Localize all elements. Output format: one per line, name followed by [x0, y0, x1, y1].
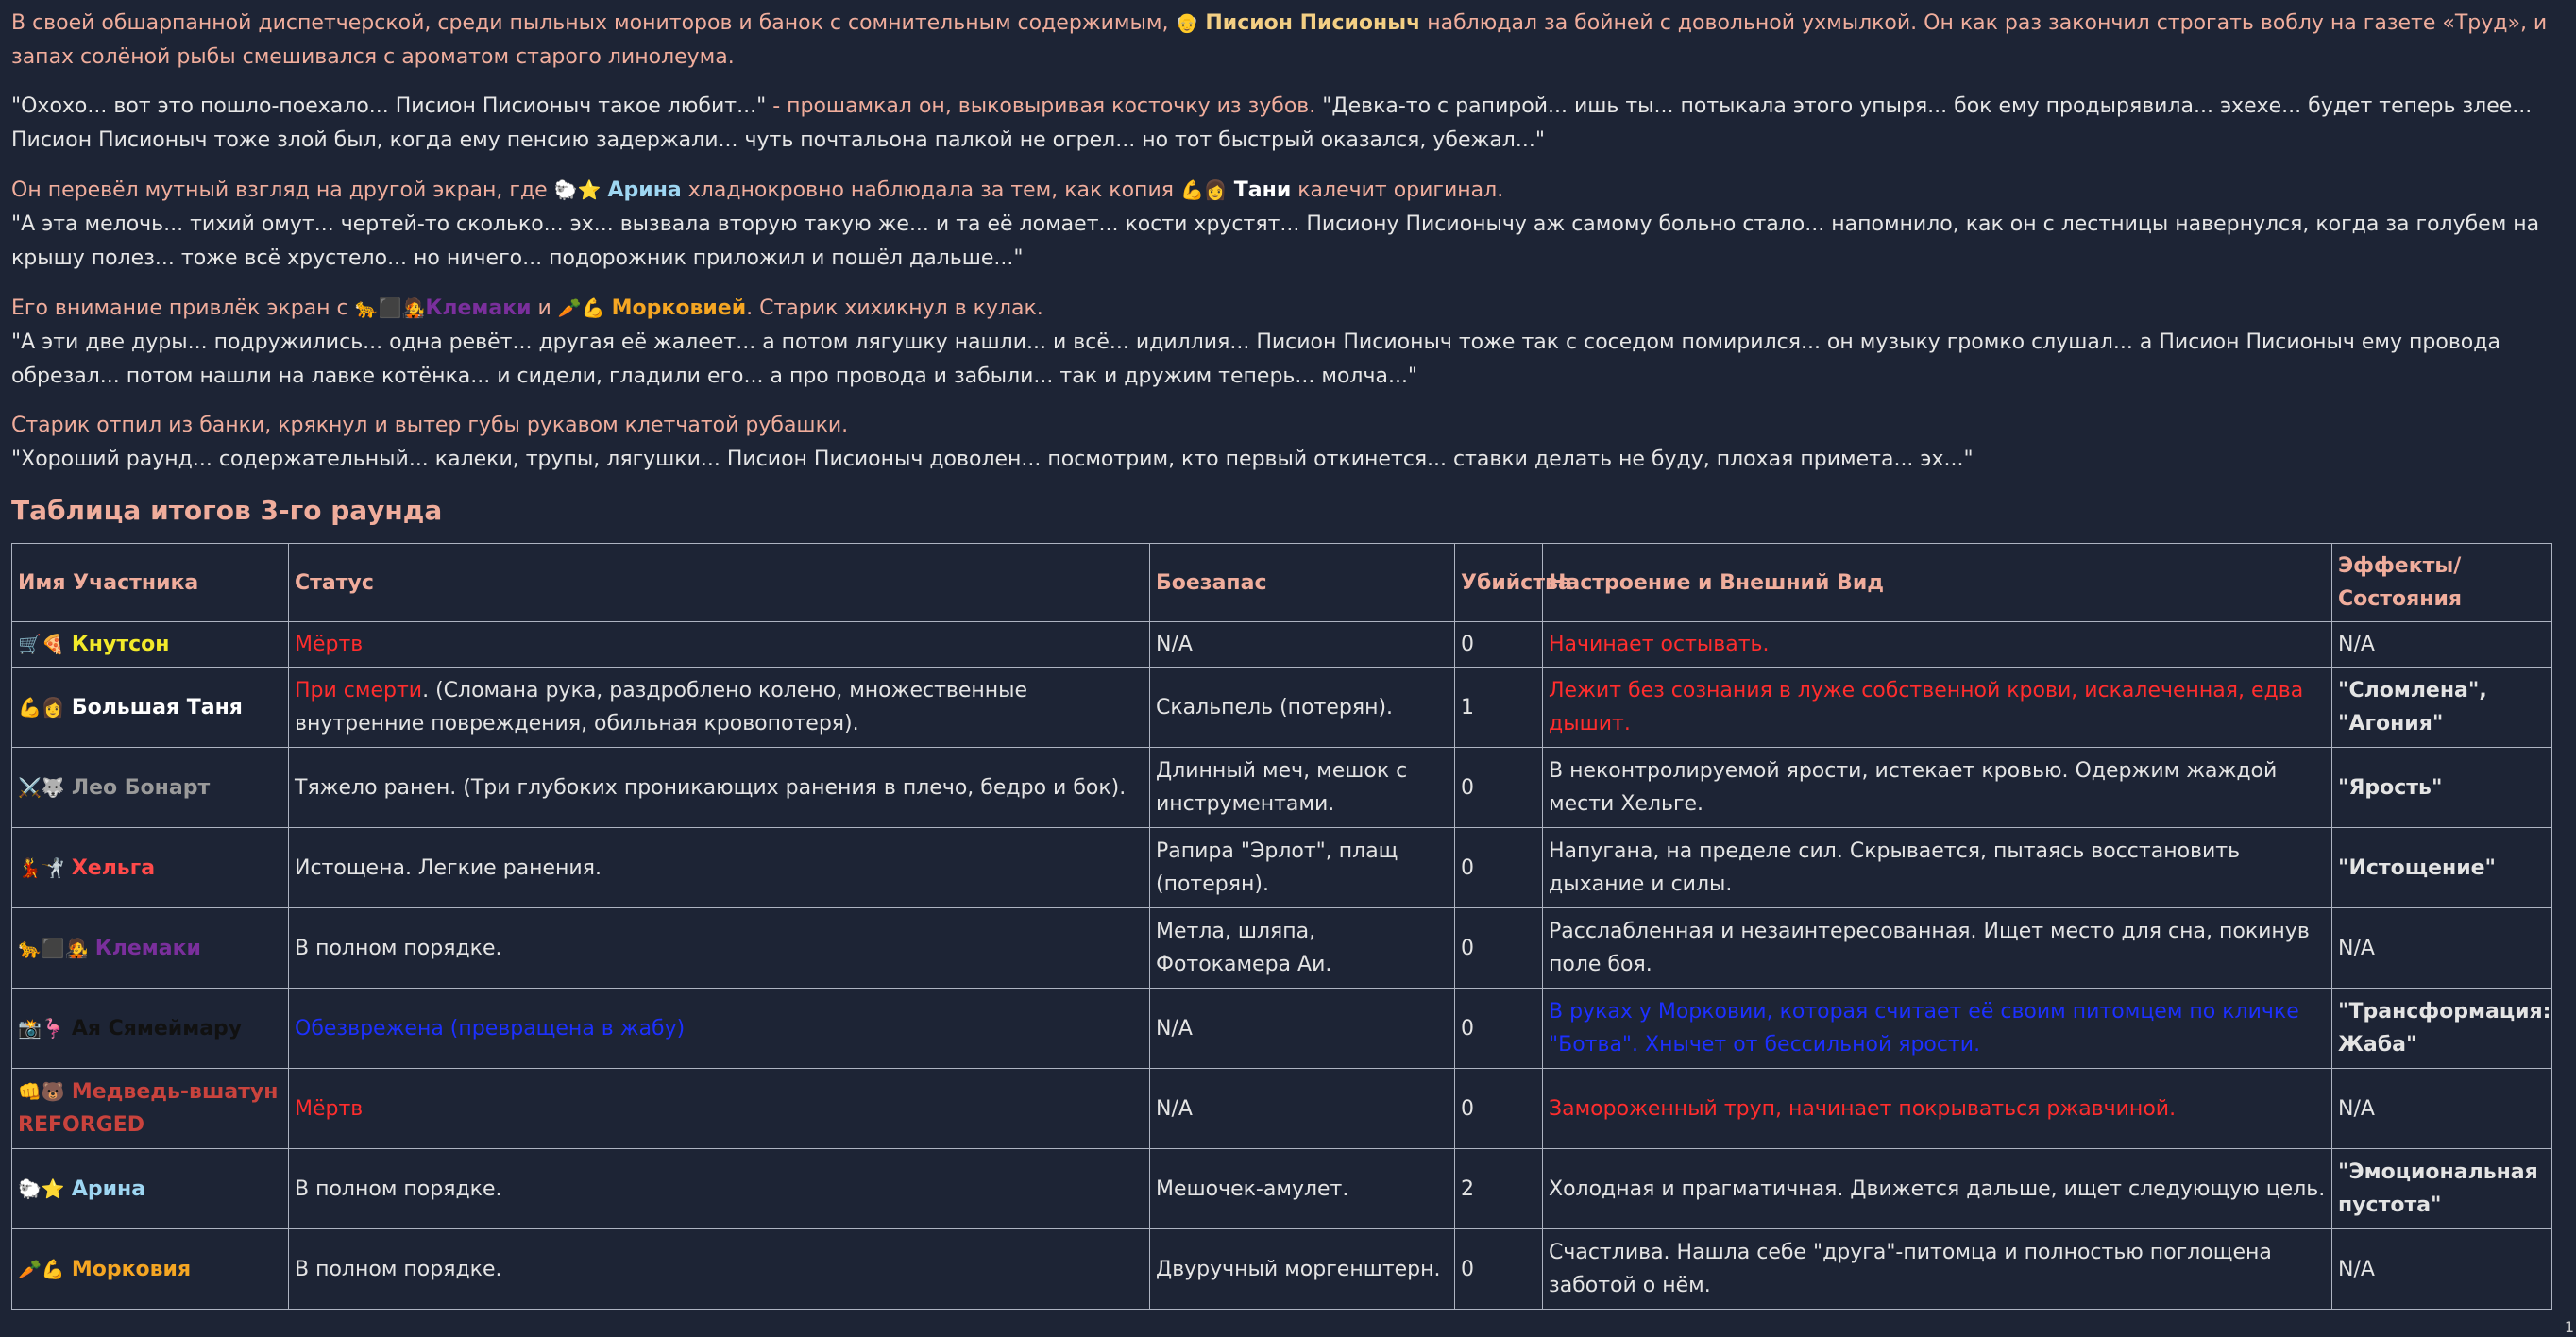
ammo-cell: Метла, шляпа, Фотокамера Аи.: [1150, 908, 1455, 989]
header-name: Имя Участника: [12, 544, 289, 622]
status-cell: Обезврежена (превращена в жабу): [289, 989, 1150, 1069]
effect-cell: N/A: [2332, 908, 2552, 989]
status-critical: Мёртв: [295, 633, 364, 656]
quote: "Хороший раунд... содержательный... калеки, трупы, лягушки... Писион Писионыч доволен... посмотрим, кто первый откинется... ставки делать не буду, плохая примета... эх...": [11, 448, 1974, 471]
table-row: [12, 1229, 2552, 1310]
status-cell: [289, 1069, 1150, 1149]
kills-cell: 0: [1455, 908, 1543, 989]
status-text: В полном порядке.: [295, 936, 502, 960]
narration: Старик отпил из банки, крякнул и вытер губы рукавом клетчатой рубашки.: [11, 414, 849, 437]
effect-cell: "Эмоциональная пустота": [2332, 1149, 2552, 1229]
ammo-cell: N/A: [1150, 989, 1455, 1069]
sheep-star-emoji-icon: 🐑⭐: [18, 1176, 65, 1200]
corner-mark: 1: [2564, 1318, 2574, 1336]
story-paragraph-1: [11, 6, 2551, 75]
ammo-cell: Рапира "Эрлот", плащ (потерян).: [1150, 828, 1455, 908]
status-critical: Мёртв: [295, 1096, 364, 1121]
narration: - прошамкал он, выковыривая косточку из зубов.: [766, 94, 1323, 118]
story-paragraph-5: [11, 409, 2551, 477]
mood-cell: Начинает остывать.: [1543, 622, 2332, 668]
character-name-pision: Писион Писионыч: [1205, 11, 1421, 35]
narration: и: [531, 296, 558, 320]
status-text: Истощена. Легкие ранения.: [295, 855, 602, 880]
participant-name: Хельга: [71, 855, 156, 880]
status-critical: При смерти: [295, 679, 423, 702]
mood-cell: В неконтролируемой ярости, истекает кровью. Одержим жаждой мести Хельге.: [1543, 748, 2332, 828]
participant-name: Арина: [71, 1176, 146, 1201]
ammo-cell: Двуручный моргенштерн.: [1150, 1229, 1455, 1310]
mood-cell: Напугана, на пределе сил. Скрывается, пытаясь восстановить дыхание и силы.: [1543, 828, 2332, 908]
quote: "Охохо... вот это пошло-поехало... Писион Писионыч такое любит...": [11, 94, 767, 118]
participant-cell: [12, 989, 289, 1069]
dancer-fencer-emoji-icon: 💃🤺: [18, 855, 65, 879]
participant-cell: [12, 1069, 289, 1149]
quote: "Девка-то с рапирой... ишь ты... потыкала этого упыря... бок ему продырявила... эхехе... будет теперь злее... Писион Писионыч тоже злой был, когда ему пенсию задержали... чуть почтальона палкой не огрел... но тот быстрый оказался, убежал...": [11, 94, 2533, 152]
status-cell: [289, 828, 1150, 908]
quote: "А эти две дуры... подружились... одна ревёт... другая её жалеет... а потом лягушку нашли... и всё... идиллия... Писион Писионыч тоже так с соседом помирился... он музыку громко слушал... а Писион Писионыч ему провода обрезал... потом нашли на лавке котёнка... и сидели, гладили его... а про провода и забыли... так и дружим теперь... молча...": [11, 330, 2500, 388]
camera-flamingo-emoji-icon: 📸🦩: [18, 1016, 65, 1040]
kills-cell: 0: [1455, 989, 1543, 1069]
sheep-star-emoji-icon: 🐑⭐: [553, 178, 602, 201]
mood-cell: Расслабленная и незаинтересованная. Ищет место для сна, покинув поле боя.: [1543, 908, 2332, 989]
ammo-cell: N/A: [1150, 622, 1455, 668]
mood-cell: Лежит без сознания в луже собственной крови, искалеченная, едва дышит.: [1543, 668, 2332, 748]
narration: Его внимание привлёк экран с: [11, 296, 355, 320]
narration: хладнокровно наблюдала за тем, как копия: [681, 178, 1180, 202]
status-text: . (Сломана рука, раздроблено колено, множественные внутренние повреждения, обильная кровопотеря).: [295, 679, 1028, 736]
status-cell: [289, 622, 1150, 668]
character-name-tanya: Тани: [1233, 178, 1292, 202]
header-status: Статус: [289, 544, 1150, 622]
status-text: Тяжело ранен. (Три глубоких проникающих ранения в плечо, бедро и бок).: [295, 775, 1127, 800]
ammo-cell: Мешочек-амулет.: [1150, 1149, 1455, 1229]
quote: "А эта мелочь... тихий омут... чертей-то сколько... эх... вызвала вторую такую же... и та её ломает... кости хрустят... Писиону Писионычу аж самому больно стало... напомнило, как он с лестницы навернулся, когда за голубем на крышу полез... тоже всё хрустело... но ничего... подорожник приложил и пошёл дальше...": [11, 212, 2540, 270]
narration: Он перевёл мутный взгляд на другой экран, где: [11, 178, 554, 202]
status-text: В полном порядке.: [295, 1257, 502, 1281]
results-table: [11, 543, 2552, 1310]
kills-cell: 0: [1455, 748, 1543, 828]
kills-cell: 0: [1455, 1069, 1543, 1149]
status-text: В полном порядке.: [295, 1176, 502, 1201]
header-effects: Эффекты/Состояния: [2332, 544, 2552, 622]
participant-name: Морковия: [71, 1257, 192, 1281]
table-row: [12, 908, 2552, 989]
participant-name: Ая Сямеймару: [71, 1016, 243, 1041]
old-man-emoji-icon: 👴: [1175, 11, 1199, 34]
effect-cell: N/A: [2332, 622, 2552, 668]
character-name-arina: Арина: [607, 178, 682, 202]
status-cell: [289, 1229, 1150, 1310]
header-kills: Убийства: [1455, 544, 1543, 622]
kills-cell: 0: [1455, 622, 1543, 668]
table-row: [12, 622, 2552, 668]
character-name-klemaki: Клемаки: [425, 296, 532, 320]
leopard-emoji-icon: 🐆⬛🧑‍🎤: [18, 936, 89, 959]
table-row: [12, 668, 2552, 748]
participant-name: Медведь-вшатун REFORGED: [18, 1080, 279, 1137]
mood-cell: Счастлива. Нашла себе "друга"-питомца и полностью поглощена заботой о нём.: [1543, 1229, 2332, 1310]
participant-cell: [12, 622, 289, 668]
participant-cell: [12, 908, 289, 989]
effect-cell: "Ярость": [2332, 748, 2552, 828]
effect-cell: N/A: [2332, 1229, 2552, 1310]
kills-cell: 0: [1455, 1229, 1543, 1310]
mood-cell: Замороженный труп, начинает покрываться ржавчиной.: [1543, 1069, 2332, 1149]
character-name-morkoviya: Морковией: [611, 296, 747, 320]
table-title: Таблица итогов 3-го раунда: [11, 495, 443, 526]
effect-cell: "Истощение": [2332, 828, 2552, 908]
participant-name: Кнутсон: [71, 633, 170, 656]
participant-name: Большая Таня: [71, 695, 243, 719]
header-mood: Настроение и Внешний Вид: [1543, 544, 2332, 622]
participant-cell: [12, 748, 289, 828]
muscle-woman-emoji-icon: 💪👩: [18, 695, 65, 719]
story-paragraph-3: [11, 173, 2551, 276]
table-row: [12, 748, 2552, 828]
table-row: [12, 1149, 2552, 1229]
ammo-cell: Скальпель (потерян).: [1150, 668, 1455, 748]
carrot-muscle-emoji-icon: 🥕💪: [18, 1257, 65, 1280]
table-header-row: [12, 544, 2552, 622]
cart-pizza-emoji-icon: 🛒🍕: [18, 633, 65, 655]
story-paragraph-2: [11, 90, 2551, 158]
effect-cell: "Сломлена", "Агония": [2332, 668, 2552, 748]
narration: В своей обшарпанной диспетчерской, среди пыльных мониторов и банок с сомнительным содержимым,: [11, 11, 1176, 35]
participant-name: Лео Бонарт: [71, 775, 211, 800]
table-row: [12, 1069, 2552, 1149]
kills-cell: 1: [1455, 668, 1543, 748]
effect-cell: "Трансформация: Жаба": [2332, 989, 2552, 1069]
fist-bear-emoji-icon: 👊🐻: [18, 1080, 65, 1103]
carrot-muscle-emoji-icon: 🥕💪: [557, 296, 605, 319]
narration: калечит оригинал.: [1291, 178, 1504, 202]
ammo-cell: Длинный меч, мешок с инструментами.: [1150, 748, 1455, 828]
table-row: [12, 828, 2552, 908]
header-ammo: Боезапас: [1150, 544, 1455, 622]
mood-cell: В руках у Морковии, которая считает её своим питомцем по кличке "Ботва". Хнычет от бессильной ярости.: [1543, 989, 2332, 1069]
kills-cell: 0: [1455, 828, 1543, 908]
effect-cell: N/A: [2332, 1069, 2552, 1149]
table-row: [12, 989, 2552, 1069]
story-paragraph-4: [11, 291, 2551, 394]
mood-cell: Холодная и прагматичная. Движется дальше, ищет следующую цель.: [1543, 1149, 2332, 1229]
ammo-cell: N/A: [1150, 1069, 1455, 1149]
participant-name: Клемаки: [94, 936, 201, 960]
status-cell: [289, 748, 1150, 828]
narration: . Старик хихикнул в кулак.: [746, 296, 1043, 320]
participant-cell: [12, 1149, 289, 1229]
narration: наблюдал за бойней с довольной ухмылкой. Он как раз закончил строгать воблу на газете «Труд», и запах солёной рыбы смешивался с ароматом старого линолеума.: [11, 11, 2548, 69]
chat-message: [11, 6, 2551, 1310]
swords-wolf-emoji-icon: ⚔️🐺: [18, 775, 65, 799]
status-cell: [289, 1149, 1150, 1229]
participant-cell: [12, 668, 289, 748]
status-cell: [289, 668, 1150, 748]
leopard-emoji-icon: 🐆⬛🧑‍🎤: [354, 296, 426, 319]
kills-cell: 2: [1455, 1149, 1543, 1229]
status-cell: [289, 908, 1150, 989]
muscle-woman-emoji-icon: 💪👩: [1179, 178, 1228, 201]
participant-cell: [12, 1229, 289, 1310]
participant-cell: [12, 828, 289, 908]
